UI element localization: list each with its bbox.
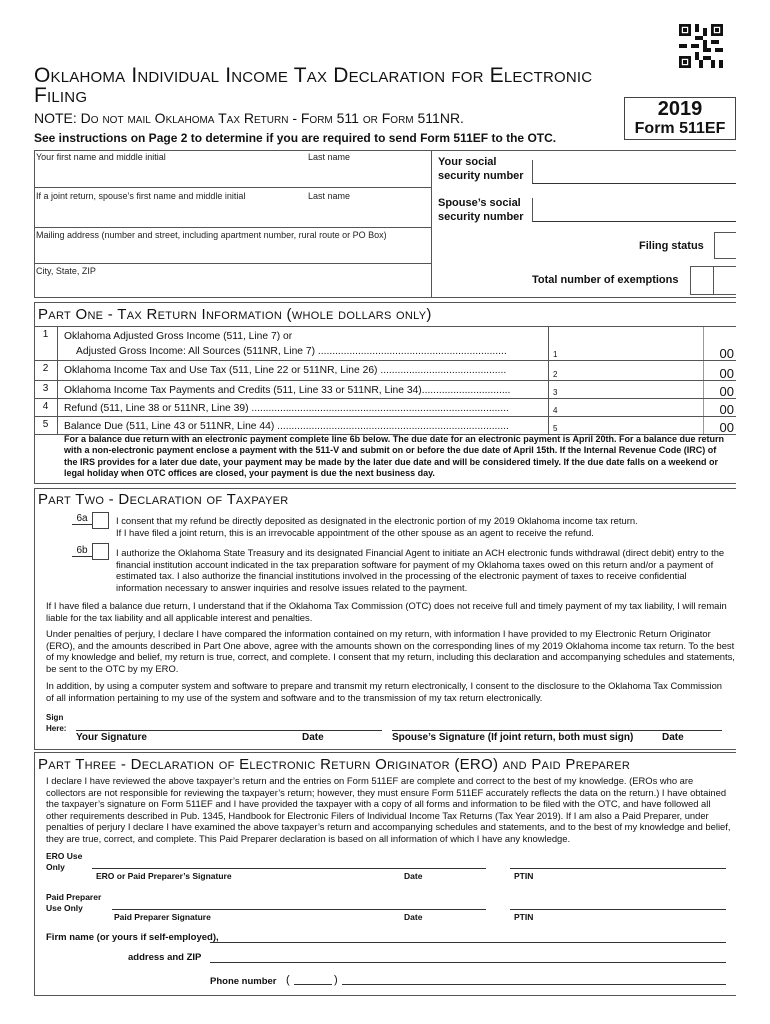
ero-signature-line[interactable] xyxy=(92,868,486,869)
line-6a-label: 6a xyxy=(72,513,92,525)
cents-value: 00 xyxy=(719,420,734,435)
ero-declaration: I declare I have reviewed the above taxpayer’s return and the entries on Form 511EF are complete and correct to the best of my knowledge. (EROs who are collectors are not responsible for reviewing the taxpayer’s return; however, they must ensure Form 511EF accurately reflects the data on the return.) I have obtained the taxpayer’s signature on Form 511EF and I have provided the taxpayer with a copy of all forms and information to be filed with the OTC, and have followed all other requirements described in Pub. 1345, Handbook for Electronic Filers of Individual Income Tax Returns (Tax Year 2019). If I am also a Paid Preparer, under penalties of perjury I declare I have examined the above taxpayer’s return and accompanying schedules and statements, and to the best of my knowledge and belief, they are true, correct, and complete. This Paid Preparer declaration is based on all information of which I have any knowledge. xyxy=(46,775,731,844)
your-date-label: Date xyxy=(302,732,324,743)
line-description: Oklahoma Income Tax Payments and Credits (511, Line 33 or 511NR, Line 34)............................... xyxy=(64,385,511,396)
first-name-field[interactable] xyxy=(34,150,432,188)
ero-use-label: ERO Use Only xyxy=(46,851,83,872)
ero-signature-label: ERO or Paid Preparer’s Signature xyxy=(96,871,232,881)
spouse-last-name-label: Last name xyxy=(308,191,351,201)
part-one-line-5 xyxy=(34,416,736,434)
line-number: 4 xyxy=(34,399,58,417)
spouse-signature-line[interactable] xyxy=(392,730,722,731)
tax-year: 2019 xyxy=(657,98,703,120)
line-6a-text: I consent that my refund be directly deposited as designated in the electronic portion of my 2019 Oklahoma income tax return. If I have filed a joint return, this is an irrevocable appointment of the other spouse as an agent to receive the refund. xyxy=(116,515,638,538)
your-signature-line[interactable] xyxy=(76,730,382,731)
firm-name-label: Firm name (or yours if self-employed), xyxy=(46,932,219,943)
mail-note: NOTE: Do not mail Oklahoma Tax Return - Form 511 or Form 511NR. xyxy=(34,110,464,126)
paid-preparer-signature-label: Paid Preparer Signature xyxy=(114,912,211,922)
part-one-line-3 xyxy=(34,380,736,398)
line-description: Refund (511, Line 38 or 511NR, Line 39) .......................................................................................... xyxy=(64,403,509,414)
amount-input-2[interactable] xyxy=(548,361,736,381)
balance-due-note: For a balance due return with an electronic payment complete line 6b below. The due date for an electronic payment is April 20th. For a balance due return with a non-electronic payment enclose a payment with the 511-V and submit on or before the due date of April 15th. If the Internal Revenue Code (IRC) of the IRS provides for a later due date, your payment may be made by the later due date and will be considered timely. If the due date falls on a weekend or legal holiday when OTC offices are closed, your payment is due the next business day. xyxy=(64,434,724,479)
mailing-address-field[interactable] xyxy=(34,228,432,264)
perjury-paragraph: Under penalties of perjury, I declare I have compared the information contained on my return, with information I have provided to my Electronic Return Originator (ERO), and the amounts described in Part One above, agree with the amounts shown on the corresponding lines of my 2019 Oklahoma income tax return. To the best of my knowledge and belief, my return is true, correct, and complete. I consent that my return, including this declaration and accompanying schedules and statements, be sent to the OTC by my ERO. xyxy=(46,628,735,674)
amount-input-1[interactable] xyxy=(548,327,736,361)
ero-date-label: Date xyxy=(404,871,423,881)
line-number: 3 xyxy=(34,381,58,399)
amount-box-number: 4 xyxy=(553,406,558,415)
paid-preparer-ptin-label: PTIN xyxy=(514,912,534,922)
line-number: 2 xyxy=(34,361,58,381)
spouse-name-field[interactable] xyxy=(34,188,432,228)
paid-preparer-use-label: Paid Preparer Use Only xyxy=(46,892,102,913)
line-6b-label: 6b xyxy=(72,545,92,557)
area-code-line[interactable] xyxy=(294,984,332,985)
part-one-title: Part One - Tax Return Information (whole dollars only) xyxy=(38,306,432,323)
exemptions-label: Total number of exemptions xyxy=(532,274,679,286)
line-number: 5 xyxy=(34,417,58,435)
paid-preparer-date-label: Date xyxy=(404,912,423,922)
sign-here-label: Sign Here: xyxy=(46,713,67,733)
balance-due-paragraph: If I have filed a balance due return, I understand that if the Oklahoma Tax Commission (OTC) does not receive full and timely payment of my tax liability, I will remain liable for the tax liability and all applicable interest and penalties. xyxy=(46,600,727,623)
cents-value: 00 xyxy=(719,384,734,399)
paid-preparer-signature-line[interactable] xyxy=(112,909,486,910)
part-three-title: Part Three - Declaration of Electronic Return Originator (ERO) and Paid Preparer xyxy=(38,756,631,773)
amount-input-3[interactable] xyxy=(548,381,736,399)
line-6b-checkbox[interactable] xyxy=(92,543,109,560)
ssn-label: Your social security number xyxy=(438,156,524,182)
spouse-first-name-label: If a joint return, spouse’s first name and middle initial xyxy=(36,191,246,201)
spouse-signature-label: Spouse’s Signature (If joint return, both must sign) xyxy=(392,732,634,743)
line-description: Oklahoma Income Tax and Use Tax (511, Line 22 or 511NR, Line 26) ............................................ xyxy=(64,365,507,376)
amount-box-number: 2 xyxy=(553,370,558,379)
form-name: Form 511EF xyxy=(634,120,726,137)
amount-box-number: 3 xyxy=(553,388,558,397)
consent-paragraph: In addition, by using a computer system and software to prepare and transmit my return electronically, I consent to the disclosure to the Oklahoma Tax Commission of all information pertaining to my use of the system and software and to the transmission of my tax return electronically. xyxy=(46,680,723,703)
cents-value: 00 xyxy=(719,402,734,417)
line-description: Balance Due (511, Line 43 or 511NR, Line 44) ................................................................................. xyxy=(64,421,509,432)
ero-ptin-label: PTIN xyxy=(514,871,534,881)
exemptions-input[interactable] xyxy=(690,266,736,295)
amount-box-number: 1 xyxy=(553,350,558,359)
city-state-zip-field[interactable] xyxy=(34,264,432,298)
part-one-line-4 xyxy=(34,398,736,416)
your-signature-label: Your Signature xyxy=(76,732,147,743)
firm-name-line[interactable] xyxy=(210,942,726,943)
ero-ptin-line[interactable] xyxy=(510,868,726,869)
phone-open-paren: ( xyxy=(286,974,290,986)
line-6a-checkbox[interactable] xyxy=(92,512,109,529)
phone-number-line[interactable] xyxy=(342,984,726,985)
address-zip-line[interactable] xyxy=(210,962,726,963)
ssn-input[interactable] xyxy=(532,160,736,184)
last-name-label: Last name xyxy=(308,152,351,162)
part-one-line-1 xyxy=(34,326,736,360)
spouse-ssn-input[interactable] xyxy=(532,198,736,222)
mailing-address-label: Mailing address (number and street, including apartment number, rural route or PO Box) xyxy=(36,230,387,240)
part-two-title: Part Two - Declaration of Taxpayer xyxy=(38,491,289,508)
spouse-date-label: Date xyxy=(662,732,684,743)
amount-input-4[interactable] xyxy=(548,399,736,417)
line-6b-text: I authorize the Oklahoma State Treasury and its designated Financial Agent to initiate an ACH electronic funds withdrawal (direct debit) entry to the financial institution account indicated in the tax preparation software for payment of my Oklahoma taxes owed on this return and/or a payment of estimated tax. I also authorize the financial institutions involved in the processing of the electronic payment of taxes to receive confidential information necessary to answer inquiries and resolve issues related to the payment. xyxy=(116,547,725,593)
address-zip-label: address and ZIP xyxy=(128,952,202,963)
form-id-box xyxy=(624,97,736,140)
part-one-line-2 xyxy=(34,360,736,380)
phone-number-label: Phone number xyxy=(210,976,277,987)
line-description: Oklahoma Adjusted Gross Income (511, Line 7) or Adjusted Gross Income: All Sources (511NR, Line 7) .................................................................. xyxy=(64,331,507,357)
amount-input-5[interactable] xyxy=(548,417,736,435)
spouse-ssn-label: Spouse’s social security number xyxy=(438,197,524,223)
paid-preparer-ptin-line[interactable] xyxy=(510,909,726,910)
filing-status-input[interactable] xyxy=(714,232,736,259)
amount-box-number: 5 xyxy=(553,424,558,433)
form-title: Oklahoma Individual Income Tax Declaration for Electronic Filing xyxy=(34,64,593,107)
first-name-label: Your first name and middle initial xyxy=(36,152,166,162)
phone-close-paren: ) xyxy=(334,974,338,986)
qr-code xyxy=(679,24,723,68)
cents-value: 00 xyxy=(719,346,734,361)
filing-status-label: Filing status xyxy=(639,240,704,252)
city-state-zip-label: City, State, ZIP xyxy=(36,266,96,276)
line-number: 1 xyxy=(34,327,58,361)
cents-value: 00 xyxy=(719,366,734,381)
instructions-note: See instructions on Page 2 to determine if you are required to send Form 511EF to the OTC. xyxy=(34,131,557,145)
